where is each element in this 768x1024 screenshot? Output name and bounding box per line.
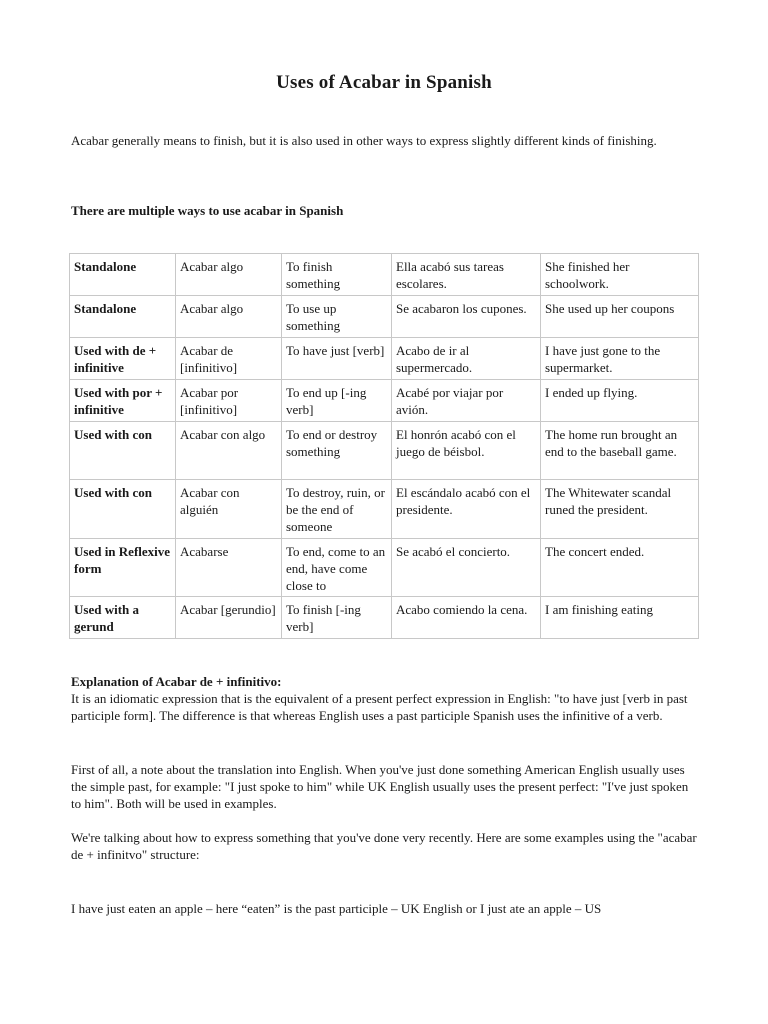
usage-cell: Used with con — [70, 480, 176, 539]
meaning-cell: To end up [-ing verb] — [282, 380, 392, 422]
spanish-example-cell: Acabo de ir al supermercado. — [392, 338, 541, 380]
english-translation-cell: I am finishing eating — [541, 597, 699, 639]
form-cell: Acabar con alguién — [176, 480, 282, 539]
page-title: Uses of Acabar in Spanish — [276, 72, 492, 93]
form-cell: Acabar de [infinitivo] — [176, 338, 282, 380]
form-cell: Acabar con algo — [176, 422, 282, 480]
example-sentence: I have just eaten an apple – here “eaten” is the past participle – UK English or I just ate an apple – US — [71, 901, 602, 916]
meaning-cell: To use up something — [282, 296, 392, 338]
table-row — [70, 296, 699, 338]
table-heading: There are multiple ways to use acabar in Spanish — [71, 203, 344, 218]
explanation-heading: Explanation of Acabar de + infinitivo: — [71, 674, 282, 689]
meaning-cell: To have just [verb] — [282, 338, 392, 380]
meaning-cell: To end or destroy something — [282, 422, 392, 480]
explanation-paragraph-2: First of all, a note about the translation into English. When you've just done something American English usually uses the simple past, for example: "I just spoke to him" while UK English usually uses the present perfect: "I've just spoken to him". Both will be used in examples. — [71, 762, 689, 811]
english-translation-cell: I ended up flying. — [541, 380, 699, 422]
explanation-paragraph-3: We're talking about how to express something that you've done very recently. Here are some examples using the "acabar de + infinitvo" structure: — [71, 830, 697, 862]
table-row — [70, 539, 699, 597]
meaning-cell: To finish [-ing verb] — [282, 597, 392, 639]
table-row — [70, 597, 699, 639]
english-translation-cell: I have just gone to the supermarket. — [541, 338, 699, 380]
meaning-cell: To finish something — [282, 254, 392, 296]
meaning-cell: To end, come to an end, have come close to — [282, 539, 392, 597]
usage-cell: Used with de + infinitive — [70, 338, 176, 380]
usage-cell: Used with a gerund — [70, 597, 176, 639]
english-translation-cell: She used up her coupons — [541, 296, 699, 338]
usage-cell: Used with con — [70, 422, 176, 480]
explanation-paragraph-1: It is an idiomatic expression that is the equivalent of a present perfect expression in English: "to have just [verb in past participle form]. The difference is that whereas English uses a past participle Spanish uses the infinitive of a verb. — [71, 691, 688, 723]
spanish-example-cell: Ella acabó sus tareas escolares. — [392, 254, 541, 296]
spanish-example-cell: Acabo comiendo la cena. — [392, 597, 541, 639]
form-cell: Acabar [gerundio] — [176, 597, 282, 639]
usage-cell: Standalone — [70, 254, 176, 296]
usage-cell: Used in Reflexive form — [70, 539, 176, 597]
english-translation-cell: The concert ended. — [541, 539, 699, 597]
form-cell: Acabar algo — [176, 254, 282, 296]
meaning-cell: To destroy, ruin, or be the end of someone — [282, 480, 392, 539]
usage-cell: Standalone — [70, 296, 176, 338]
usage-cell: Used with por + infinitive — [70, 380, 176, 422]
form-cell: Acabar por [infinitivo] — [176, 380, 282, 422]
spanish-example-cell: Acabé por viajar por avión. — [392, 380, 541, 422]
english-translation-cell: The Whitewater scandal runed the president. — [541, 480, 699, 539]
spanish-example-cell: El honrón acabó con el juego de béisbol. — [392, 422, 541, 480]
table-row — [70, 254, 699, 296]
spanish-example-cell: Se acabaron los cupones. — [392, 296, 541, 338]
english-translation-cell: The home run brought an end to the baseball game. — [541, 422, 699, 480]
table-row — [70, 338, 699, 380]
english-translation-cell: She finished her schoolwork. — [541, 254, 699, 296]
spanish-example-cell: El escándalo acabó con el presidente. — [392, 480, 541, 539]
table-row — [70, 422, 699, 480]
acabar-uses-table — [69, 253, 699, 639]
table-row — [70, 380, 699, 422]
form-cell: Acabar algo — [176, 296, 282, 338]
table-row — [70, 480, 699, 539]
intro-paragraph: Acabar generally means to finish, but it is also used in other ways to express slightly different kinds of finishing. — [71, 133, 657, 148]
spanish-example-cell: Se acabó el concierto. — [392, 539, 541, 597]
form-cell: Acabarse — [176, 539, 282, 597]
